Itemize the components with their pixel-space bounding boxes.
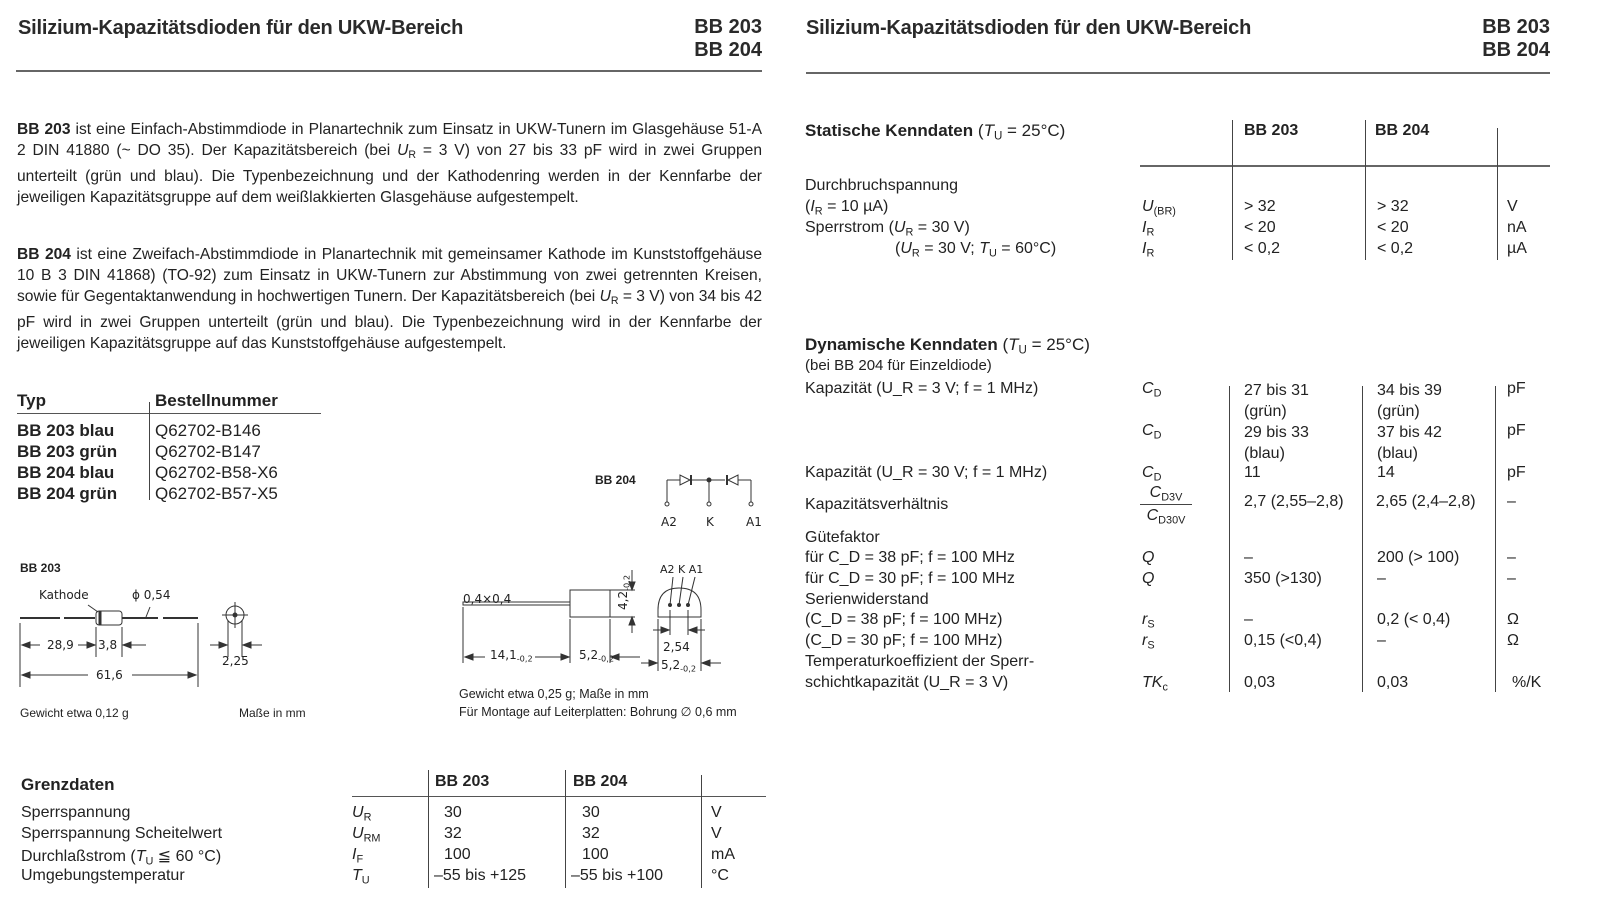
dim-lead-length: 28,9 <box>47 638 74 652</box>
sym-sub: F <box>356 853 364 866</box>
unit: %/K <box>1512 674 1542 691</box>
sym-sub: R <box>610 295 619 308</box>
param-symbol <box>1142 219 1154 238</box>
unit: pF <box>1507 380 1526 397</box>
param-name: Gütefaktor <box>805 529 880 546</box>
param-name: Kapazität (U_R = 3 V; f = 1 MHz) <box>805 380 1039 397</box>
bb204-name: BB 204 <box>17 246 71 263</box>
pin-labels-top <box>660 563 703 576</box>
type-designation-right <box>1448 16 1550 62</box>
bb203-weight: Gewicht etwa 0,12 g <box>20 706 129 720</box>
sym: I <box>810 198 815 215</box>
unit: – <box>1507 570 1516 587</box>
text: = 25°C) <box>1002 121 1066 140</box>
sym-sub: RM <box>363 832 381 845</box>
param-symbol <box>352 804 371 823</box>
group: (grün) <box>1377 403 1420 420</box>
param-symbol <box>1142 464 1161 483</box>
value-bb204: 100 <box>582 846 609 863</box>
value-bb204: < 0,2 <box>1377 240 1414 257</box>
value-bb204: – <box>1377 632 1386 649</box>
pin-k-label: K <box>706 515 714 529</box>
value-bb204: – <box>1377 570 1386 587</box>
dim-tolerance: -0,2 <box>598 653 615 664</box>
param-symbol <box>1142 549 1154 567</box>
value: 37 bis 42 <box>1377 424 1442 441</box>
static-col-bb204: BB 204 <box>1375 122 1430 139</box>
param-symbol <box>1142 632 1155 651</box>
dim-body-height <box>616 575 631 610</box>
param-name: Temperaturkoeffizient der Sperr- <box>805 653 1035 670</box>
pin-a2-label: A2 <box>661 515 677 529</box>
header-rule-right <box>806 72 1550 74</box>
sym-u: U <box>599 288 611 305</box>
param-name: für C_D = 30 pF; f = 100 MHz <box>805 570 1015 587</box>
order-number: Q62702-B146 <box>155 421 261 440</box>
sym: C <box>1142 422 1154 439</box>
dim-value: 5,2 <box>579 648 599 662</box>
value-bb204: 200 (> 100) <box>1377 549 1460 566</box>
header-rule-left <box>16 70 762 72</box>
dynamic-col-divider <box>1362 386 1363 692</box>
sym: C <box>1149 484 1162 501</box>
param-name: Sperrspannung <box>21 804 131 821</box>
sym: U <box>893 219 906 236</box>
title-text: Dynamische Kenndaten <box>805 335 998 354</box>
param-symbol <box>1142 422 1161 441</box>
value-bb204: > 32 <box>1377 198 1409 215</box>
dim-value: 4,2 <box>616 590 630 610</box>
order-type: BB 203 blau <box>17 421 115 440</box>
param-symbol <box>1142 380 1161 399</box>
sym-sub: (BR) <box>1153 205 1176 218</box>
value-bb204: 2,65 (2,4–2,8) <box>1376 493 1476 510</box>
lead-size-label: 0,4×0,4 <box>463 592 512 606</box>
bb204-drawing-label: BB 204 <box>595 473 636 487</box>
sym: C <box>1146 507 1159 525</box>
limits-col-bb204: BB 204 <box>573 773 628 790</box>
bb203-text-a: ist eine Einfach-Abstimmdiode in Planartechnik zum Einsatz in UKW-Tunern im Glasgehäuse 51-A 2 DIN 41880 (~ DO 35). Der Kapazitätsbereich (bei <box>17 121 762 159</box>
sym-sub: S <box>1147 618 1155 631</box>
dim-value: 14,1 <box>490 648 517 662</box>
param-symbol <box>1142 240 1154 259</box>
value-bb203: 2,7 (2,55–2,8) <box>1244 493 1344 510</box>
sym: U <box>900 240 912 257</box>
unit: nA <box>1507 219 1527 236</box>
sym: T <box>983 121 994 140</box>
type-bb203: BB 203 <box>694 16 762 38</box>
ratio-numerator <box>1140 484 1192 505</box>
unit: V <box>711 825 722 842</box>
value-bb203: – <box>1244 549 1253 566</box>
text: Sperrstrom ( <box>805 219 894 236</box>
static-col-divider <box>1232 120 1233 260</box>
sym-sub: U <box>361 874 370 887</box>
sym: C <box>1142 380 1154 397</box>
sym: Q <box>1142 549 1155 566</box>
unit: V <box>711 804 722 821</box>
bb204-description <box>17 244 762 354</box>
param-symbol <box>1142 570 1154 588</box>
bb204-weight: Gewicht etwa 0,25 g; Maße in mm <box>459 687 649 701</box>
param-name <box>805 198 888 217</box>
page-title-left: Silizium-Kapazitätsdioden für den UKW-Bereich <box>18 17 464 39</box>
value-bb203: –55 bis +125 <box>434 867 527 884</box>
unit: mA <box>711 846 735 863</box>
sym: r <box>1142 611 1148 628</box>
page-title-right: Silizium-Kapazitätsdioden für den UKW-Bereich <box>806 17 1252 39</box>
dim-tolerance: -0,2 <box>680 663 697 674</box>
sym-sub: R <box>408 149 416 162</box>
value-bb203: 30 <box>444 804 462 821</box>
dynamic-col-divider <box>1495 386 1496 692</box>
limits-title: Grenzdaten <box>21 775 115 794</box>
value-bb203: 0,15 (<0,4) <box>1244 632 1322 649</box>
type-bb203: BB 203 <box>1482 16 1550 38</box>
bb203-units: Maße in mm <box>239 706 306 720</box>
order-type: BB 204 blau <box>17 463 115 482</box>
value-bb203 <box>1244 380 1309 422</box>
type-bb204: BB 204 <box>694 39 762 61</box>
unit: pF <box>1507 422 1526 439</box>
sym: T <box>352 867 362 884</box>
sym-sub: R <box>814 205 823 218</box>
dim-body-length: 3,8 <box>98 638 118 652</box>
text: ( <box>1002 335 1009 354</box>
value-bb203: 100 <box>444 846 471 863</box>
text: = 60°C) <box>996 240 1057 257</box>
dim-lead-length <box>490 648 533 663</box>
param-name <box>895 240 1056 259</box>
order-type: BB 204 grün <box>17 484 118 503</box>
sym: T <box>135 848 146 865</box>
dim-tolerance: -0,2 <box>516 653 533 664</box>
limits-col-divider <box>428 770 429 888</box>
order-type: BB 203 grün <box>17 442 118 461</box>
bb203-drawing-label: BB 203 <box>20 561 61 575</box>
value-bb203: 32 <box>444 825 462 842</box>
text: = 10 µA) <box>822 198 889 215</box>
sym: U <box>352 825 364 842</box>
text: ( <box>895 240 901 257</box>
type-designation-left <box>660 16 762 62</box>
sym: T <box>1008 335 1019 354</box>
lead-diameter-label: ϕ 0,54 <box>132 588 171 602</box>
bb204-text-b: = 3 V) von 34 bis 42 pF wird in zwei Gruppen unterteilt (grün und blau). Die Typenbezeichnung wird in der Kennfarbe der jeweiligen Kapazitätsgruppe auf das Kunststoffgehäuse aufgestempelt. <box>17 288 763 353</box>
param-name <box>805 219 970 238</box>
value-bb203: < 20 <box>1244 219 1276 236</box>
text: = 25°C) <box>1026 335 1090 354</box>
param-name: Serienwiderstand <box>805 591 929 608</box>
sym-sub: R <box>905 226 914 239</box>
param-symbol <box>1142 674 1168 693</box>
value-bb203: 350 (>130) <box>1244 570 1322 587</box>
sym-sub: U <box>145 855 154 868</box>
value-bb203: > 32 <box>1244 198 1276 215</box>
sym: U <box>1142 198 1154 215</box>
limits-col-divider <box>565 770 566 888</box>
bb204-mounting-note: Für Montage auf Leiterplatten: Bohrung ∅ 0,6 mm <box>459 705 737 719</box>
order-number: Q62702-B58-X6 <box>155 463 278 482</box>
param-name: Sperrspannung Scheitelwert <box>21 825 223 842</box>
unit: V <box>1507 198 1518 215</box>
param-name: Kapazitätsverhältnis <box>805 496 949 513</box>
sym-u: U <box>397 142 409 159</box>
title-text: Statische Kenndaten <box>805 121 974 140</box>
param-name <box>21 846 221 867</box>
pin-a1-label: A1 <box>746 515 762 529</box>
dim-value: 5,2 <box>661 658 681 672</box>
unit: pF <box>1507 464 1526 481</box>
bb203-description <box>17 119 762 208</box>
sym-sub: R <box>1146 247 1155 260</box>
value-bb204: 0,03 <box>1377 674 1409 691</box>
order-header-number: Bestellnummer <box>155 391 278 410</box>
dim-total-length: 61,6 <box>96 668 123 682</box>
value-bb204: 14 <box>1377 464 1395 481</box>
param-name: für C_D = 38 pF; f = 100 MHz <box>805 549 1015 566</box>
cathode-label: Kathode <box>39 588 89 602</box>
limits-col-bb203: BB 203 <box>435 773 490 790</box>
sym-sub: D <box>1153 387 1162 400</box>
sym-sub: D <box>1153 429 1162 442</box>
sym-sub: R <box>911 247 920 260</box>
value-bb203: – <box>1244 611 1253 628</box>
static-col-bb203: BB 203 <box>1244 122 1299 139</box>
sym: TK <box>1142 674 1163 691</box>
unit: µA <box>1507 240 1527 257</box>
text: ( <box>805 198 811 215</box>
order-header-rule <box>17 413 321 414</box>
sym: I <box>1142 219 1147 236</box>
value-bb204 <box>1377 422 1442 464</box>
dim-body-length <box>579 648 614 663</box>
unit: – <box>1507 549 1516 566</box>
static-title <box>805 121 1065 142</box>
param-name: Durchbruchspannung <box>805 177 958 194</box>
param-symbol <box>1142 611 1155 630</box>
param-name: schichtkapazität (U_R = 3 V) <box>805 674 1009 691</box>
value: 29 bis 33 <box>1244 424 1309 441</box>
param-symbol <box>352 867 370 886</box>
sym: T <box>979 240 989 257</box>
order-header-type: Typ <box>17 391 46 410</box>
value-bb204: < 20 <box>1377 219 1409 236</box>
sym-sub: U <box>1018 344 1027 357</box>
value-bb203: 11 <box>1244 464 1261 481</box>
diode-a2-symbol <box>680 475 690 485</box>
bb204-schematic-svg <box>650 470 770 540</box>
param-name: Kapazität (U_R = 30 V; f = 1 MHz) <box>805 464 1048 481</box>
param-symbol <box>352 846 363 865</box>
dim-tolerance: -0,2 <box>621 574 632 591</box>
text: = 30 V; <box>919 240 980 257</box>
sym-sub: D <box>1153 471 1162 484</box>
ratio-symbol <box>1140 484 1192 527</box>
ratio-denominator <box>1140 505 1192 526</box>
type-bb204: BB 204 <box>1482 39 1550 61</box>
pin-k-top: K <box>678 563 686 576</box>
dim-body-width <box>661 658 696 673</box>
order-number: Q62702-B147 <box>155 442 261 461</box>
sym-sub: U <box>993 130 1003 143</box>
text: ≦ 60 °C) <box>153 848 222 865</box>
bb203-name: BB 203 <box>17 121 71 138</box>
dim-pin-pitch: 2,54 <box>663 640 690 654</box>
unit: °C <box>711 867 729 884</box>
limits-header-rule <box>352 796 766 797</box>
text: = 30 V) <box>913 219 970 236</box>
group: (grün) <box>1244 403 1287 420</box>
sym-sub: c <box>1162 681 1168 694</box>
sym: C <box>1142 464 1154 481</box>
sym-sub: D30V <box>1158 514 1186 527</box>
sym-sub: D3V <box>1161 491 1183 504</box>
value-bb204: 32 <box>582 825 600 842</box>
text: ( <box>977 121 984 140</box>
diode-a1-symbol <box>728 475 738 485</box>
sym-sub: R <box>1146 226 1155 239</box>
static-col-divider <box>1365 120 1366 260</box>
order-number: Q62702-B57-X5 <box>155 484 278 503</box>
value: 34 bis 39 <box>1377 382 1442 399</box>
sym-sub: R <box>363 811 372 824</box>
value-bb204: 30 <box>582 804 600 821</box>
dynamic-col-divider <box>1229 386 1230 692</box>
static-col-divider <box>1497 128 1498 260</box>
value-bb204: –55 bis +100 <box>571 867 664 884</box>
sym: I <box>1142 240 1147 257</box>
order-col-divider <box>149 402 150 500</box>
sym: r <box>1142 632 1148 649</box>
pin-a2-top: A2 <box>660 563 675 576</box>
value-bb203: < 0,2 <box>1244 240 1281 257</box>
sym-sub: U <box>988 247 997 260</box>
unit: Ω <box>1507 611 1519 628</box>
sym-sub: S <box>1147 639 1155 652</box>
bb203-text-b: = 3 V) von 27 bis 33 pF wird in zwei Gruppen unterteilt (grün und blau). Die Typenbezeichnung und der Kathodenring werden in der Kennfarbe der jeweiligen Kapazitätsgruppe auf dem weißlakkierten Glasgehäuse aufgestempelt. <box>17 142 762 207</box>
param-name: (C_D = 30 pF; f = 100 MHz) <box>805 632 1003 649</box>
value-bb203 <box>1244 422 1309 464</box>
value-bb204 <box>1377 380 1442 422</box>
unit: Ω <box>1507 632 1519 649</box>
value-bb203: 0,03 <box>1244 674 1276 691</box>
sym: Q <box>1142 570 1155 587</box>
param-name: (C_D = 38 pF; f = 100 MHz) <box>805 611 1003 628</box>
unit: – <box>1507 493 1516 510</box>
dim-body-diameter: 2,25 <box>222 654 249 668</box>
text: Durchlaßstrom ( <box>21 848 136 865</box>
pin-a1-top: A1 <box>688 563 704 576</box>
value: 27 bis 31 <box>1244 382 1309 399</box>
sym: I <box>352 846 357 863</box>
group: (blau) <box>1377 445 1418 462</box>
param-name: Umgebungstemperatur <box>21 867 185 884</box>
value-bb204: 0,2 (< 0,4) <box>1377 611 1451 628</box>
group: (blau) <box>1244 445 1285 462</box>
limits-col-divider <box>701 775 702 888</box>
dynamic-title <box>805 335 1090 356</box>
package-body <box>570 590 610 617</box>
static-header-rule <box>1140 165 1550 167</box>
param-symbol <box>1142 198 1176 217</box>
sym: U <box>352 804 364 821</box>
bb204-text-a: ist eine Zweifach-Abstimmdiode in Planartechnik mit gemeinsamer Kathode im Kunststoffgehäuse 10 B 3 DIN 41868) (TO-92) zum Einsatz in UKW-Tunern zur Abstimmung von zwei getrennten Kreisen, sowie für Gegentaktanwendung in hochwertigen Tunern. Der Kapazitätsbereich (bei <box>17 246 763 305</box>
dynamic-note: (bei BB 204 für Einzeldiode) <box>805 357 992 374</box>
param-symbol <box>352 825 380 844</box>
